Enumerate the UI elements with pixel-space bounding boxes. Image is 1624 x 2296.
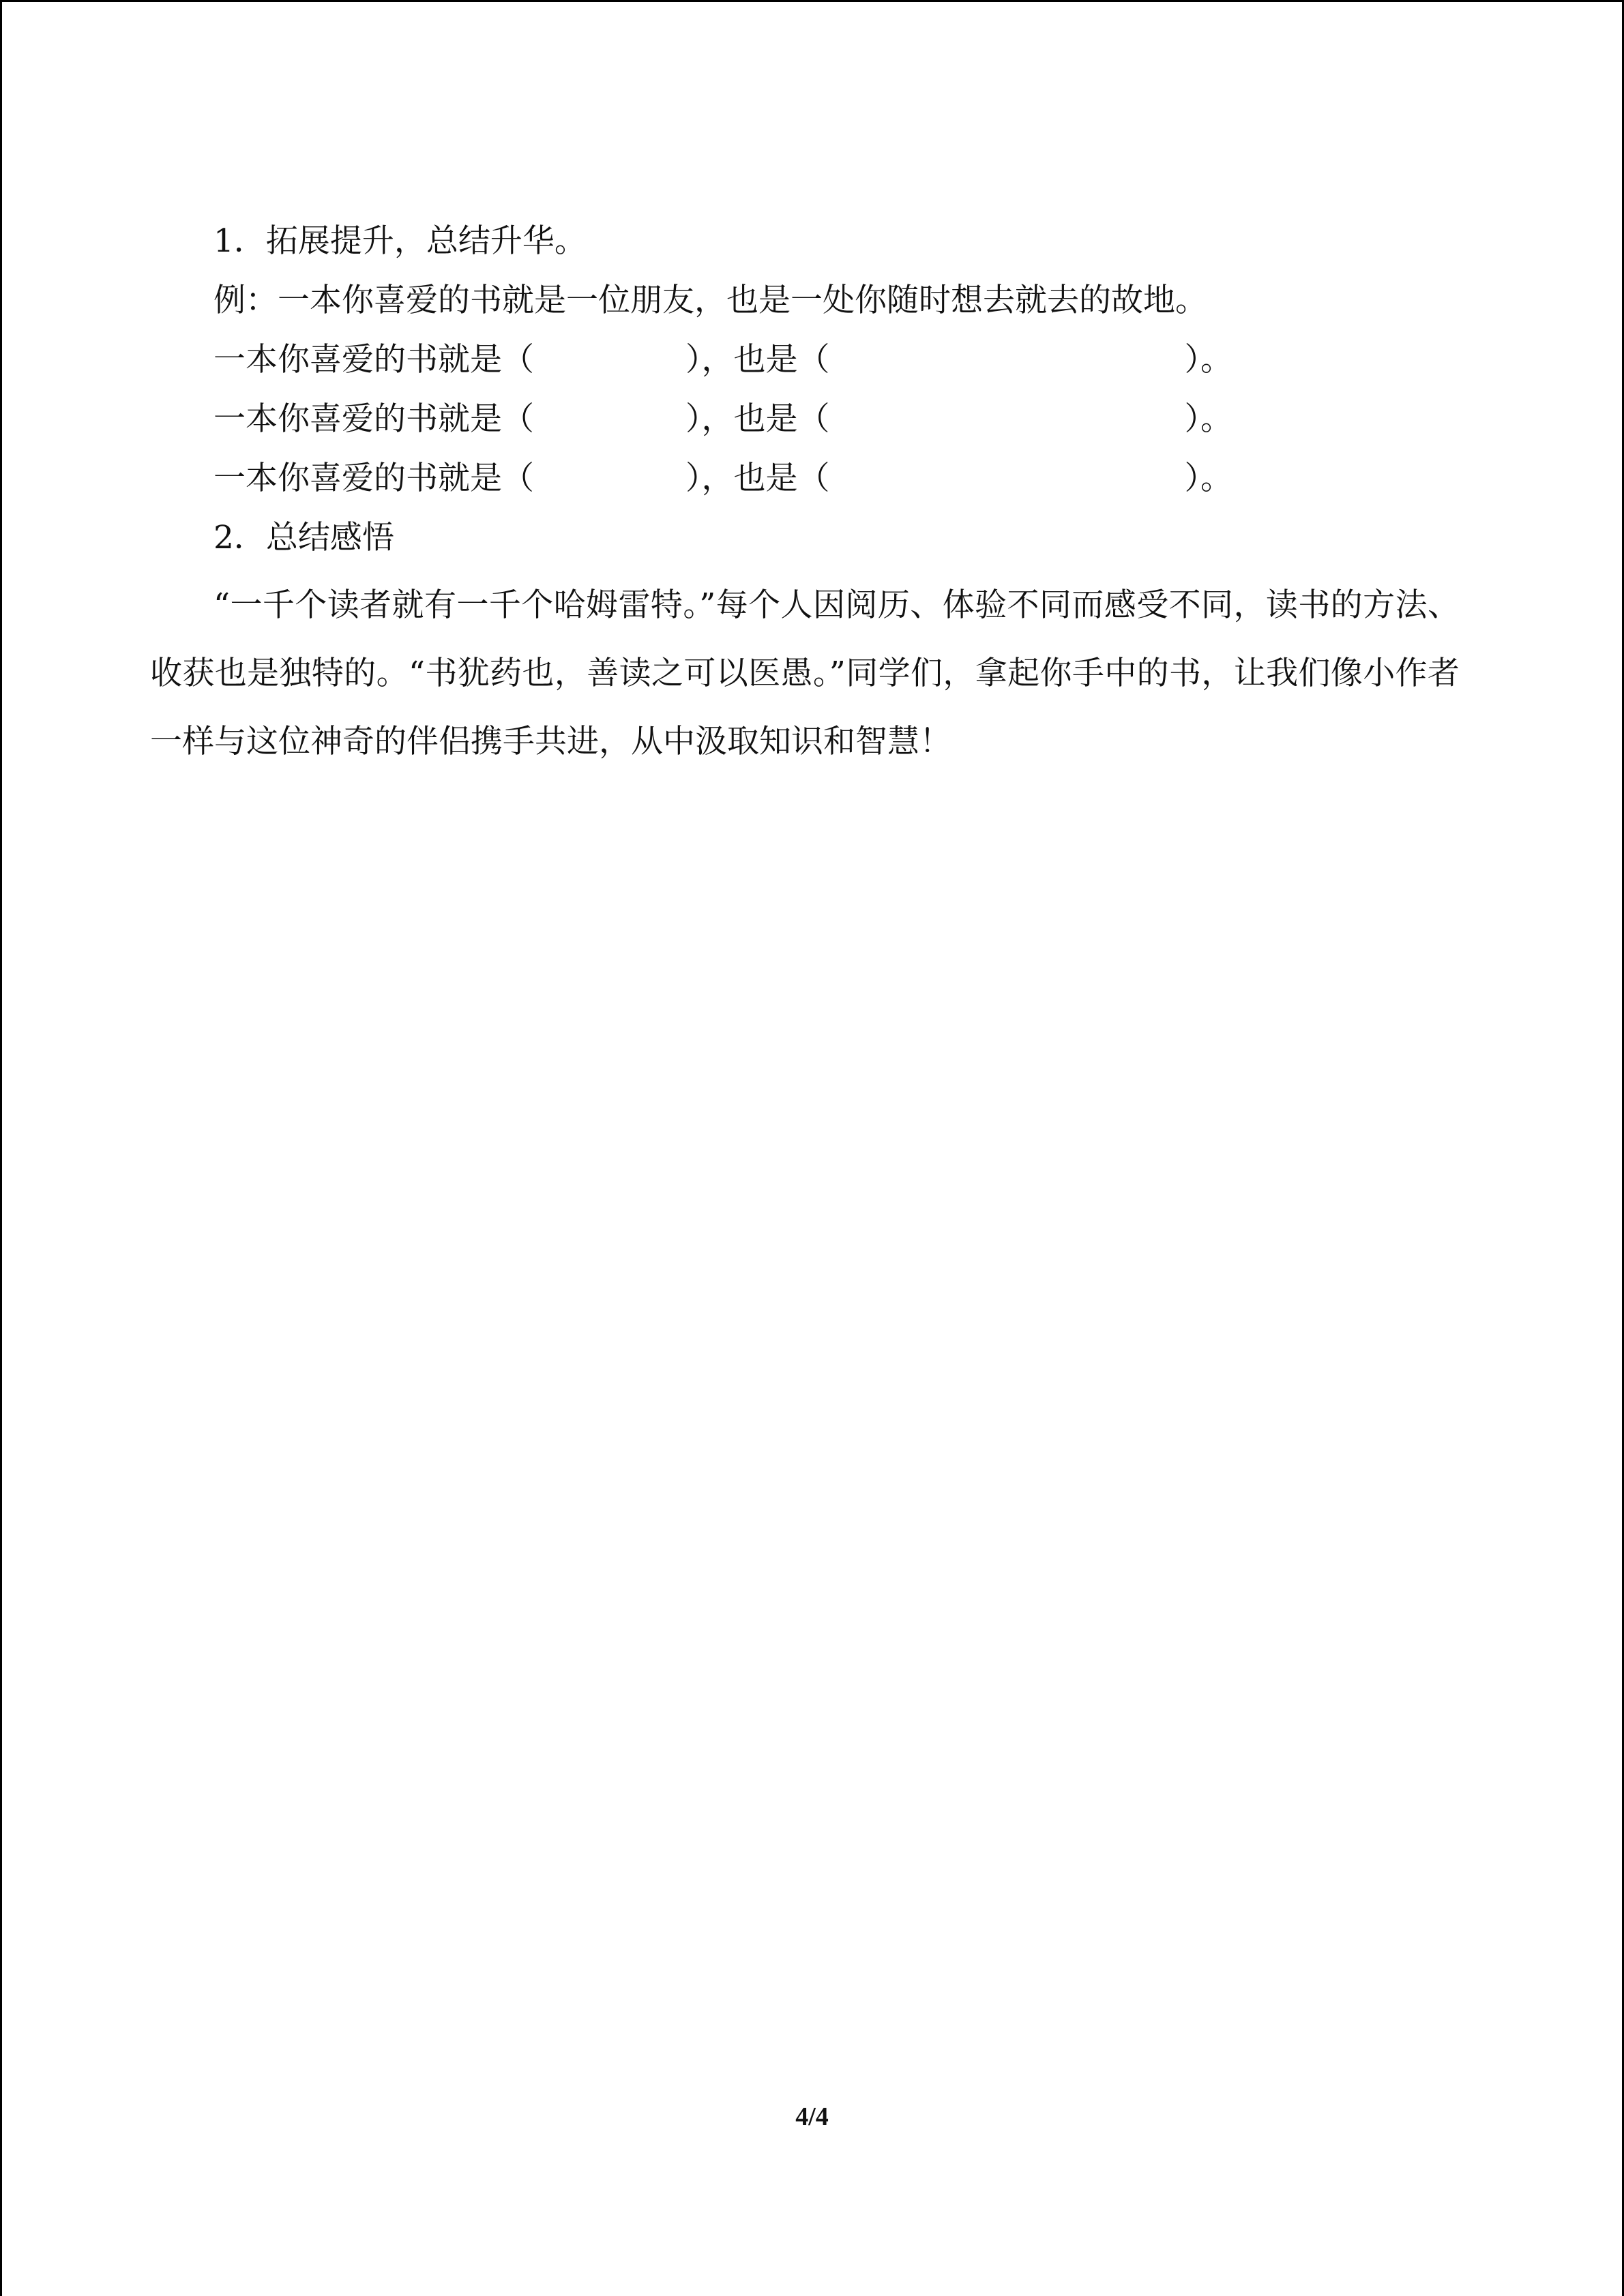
document-body <box>150 211 1460 776</box>
fill-suffix: ）。 <box>1184 460 1232 497</box>
fill-in-line-3 <box>213 449 1460 508</box>
page-number: 4/4 <box>795 2102 829 2131</box>
section1-heading: 1．拓展提升，总结升华。 <box>213 222 587 260</box>
fill-middle: ），也是（ <box>685 341 830 378</box>
fill-middle: ），也是（ <box>685 460 830 497</box>
fill-suffix: ）。 <box>1184 341 1232 378</box>
fill-suffix: ）。 <box>1184 400 1232 438</box>
section2-heading: 2．总结感悟 <box>213 519 394 556</box>
fill-prefix: 一本你喜爱的书就是（ <box>213 460 534 497</box>
example-sentence: 例：一本你喜爱的书就是一位朋友，也是一处你随时想去就去的故地。 <box>213 282 1207 319</box>
fill-prefix: 一本你喜爱的书就是（ <box>213 400 534 438</box>
fill-in-line-2 <box>213 389 1460 449</box>
fill-prefix: 一本你喜爱的书就是（ <box>213 341 534 378</box>
summary-paragraph: “一千个读者就有一千个哈姆雷特。”每个人因阅历、体验不同而感受不同，读书的方法、收获也是独特的。“书犹药也，善读之可以医愚。”同学们，拿起你手中的书，让我们像小作者一样与这位神奇的伴侣携手共进，从中汲取知识和智慧！ <box>150 586 1460 760</box>
fill-in-line-1 <box>213 330 1460 389</box>
fill-middle: ），也是（ <box>685 400 830 438</box>
